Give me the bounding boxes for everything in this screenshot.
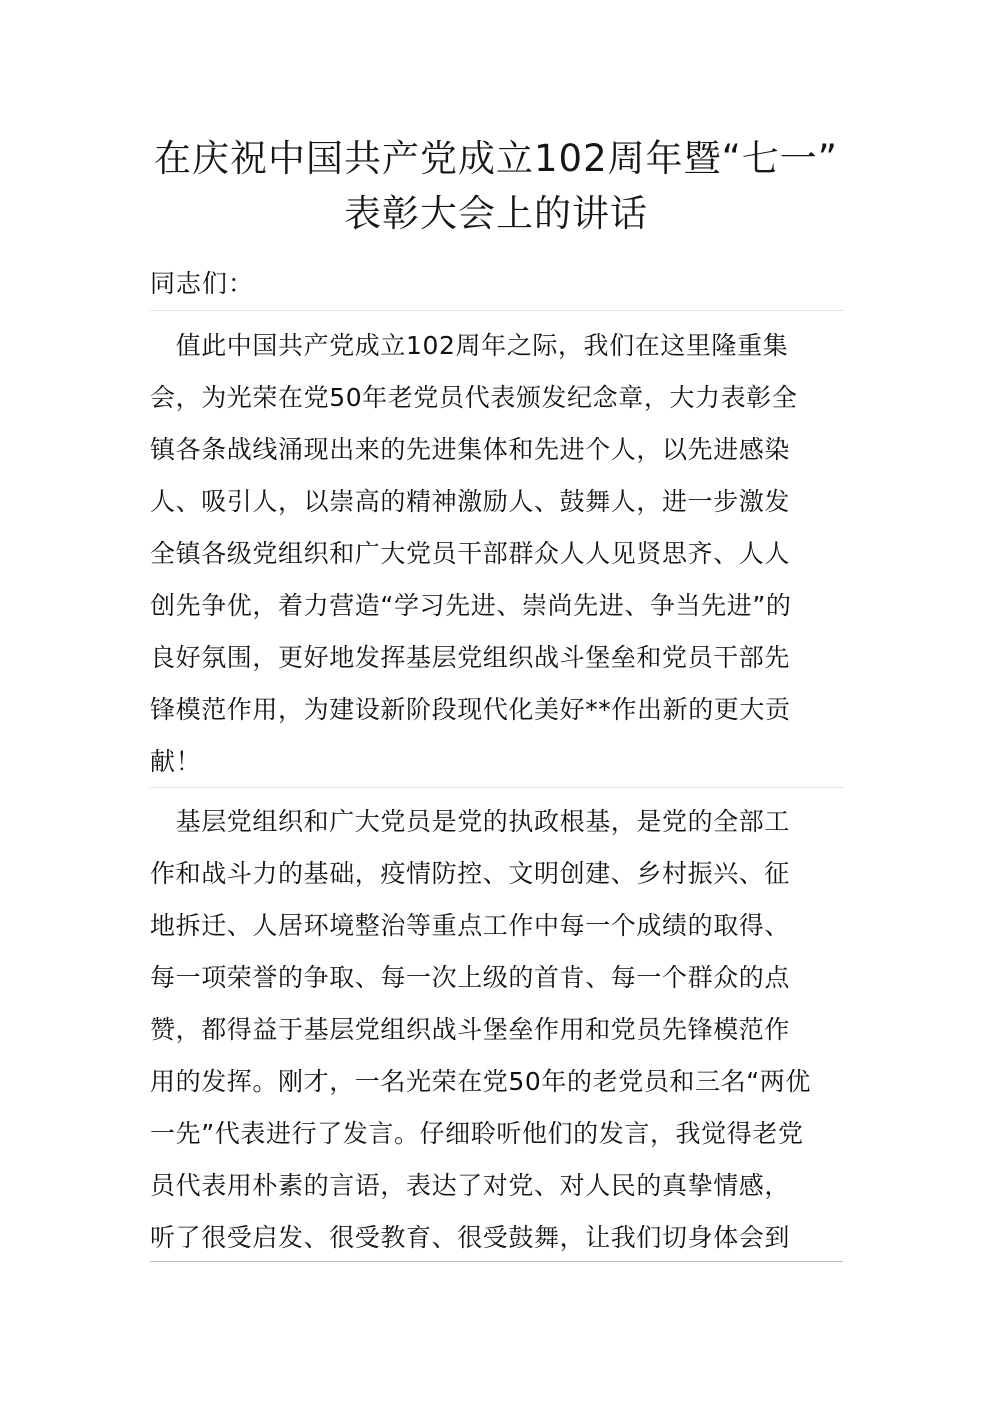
document-title-line-2: 表彰大会上的讲话	[344, 192, 648, 235]
paragraph-line: 创先争优，着力营造“学习先进、崇尚先进、争当先进”的	[150, 591, 792, 620]
paragraph-line: 每一项荣誉的争取、每一次上级的首肯、每一个群众的点	[150, 963, 791, 992]
paragraph-line: 会，为光荣在党50年老党员代表颁发纪念章，大力表彰全	[150, 383, 798, 412]
paragraph-1	[150, 320, 843, 788]
paragraph-line: 作和战斗力的基础，疫情防控、文明创建、乡村振兴、征	[150, 859, 791, 888]
paragraph-line: 赞，都得益于基层党组织战斗堡垒作用和党员先锋模范作	[150, 1015, 791, 1044]
paragraph-line: 人、吸引人，以崇高的精神激励人、鼓舞人，进一步激发	[150, 487, 791, 516]
divider	[150, 310, 843, 311]
paragraph-line: 镇各条战线涌现出来的先进集体和先进个人，以先进感染	[150, 435, 791, 464]
salutation: 同志们：	[150, 269, 255, 298]
paragraph-line: 全镇各级党组织和广大党员干部群众人人见贤思齐、人人	[150, 539, 791, 568]
paragraph-line: 献！	[150, 747, 202, 776]
divider	[150, 787, 843, 788]
page-bottom-rule	[150, 1261, 843, 1262]
paragraph-line: 一先”代表进行了发言。仔细聆听他们的发言，我觉得老党	[150, 1119, 804, 1148]
paragraph-line: 值此中国共产党成立102周年之际，我们在这里隆重集	[150, 331, 789, 360]
paragraph-line: 员代表用朴素的言语，表达了对党、对人民的真挚情感，	[150, 1171, 791, 1200]
paragraph-line: 听了很受启发、很受教育、很受鼓舞，让我们切身体会到	[150, 1223, 791, 1252]
document-title-line-1: 在庆祝中国共产党成立102周年暨“七一”	[154, 137, 838, 180]
paragraph-2	[150, 796, 843, 1264]
paragraph-line: 用的发挥。刚才，一名光荣在党50年的老党员和三名“两优	[150, 1067, 811, 1096]
paragraph-line: 锋模范作用，为建设新阶段现代化美好**作出新的更大贡	[150, 695, 791, 724]
paragraph-line: 地拆迁、人居环境整治等重点工作中每一个成绩的取得、	[150, 911, 791, 940]
paragraph-line: 良好氛围，更好地发挥基层党组织战斗堡垒和党员干部先	[150, 643, 791, 672]
paragraph-line: 基层党组织和广大党员是党的执政根基，是党的全部工	[150, 807, 791, 836]
